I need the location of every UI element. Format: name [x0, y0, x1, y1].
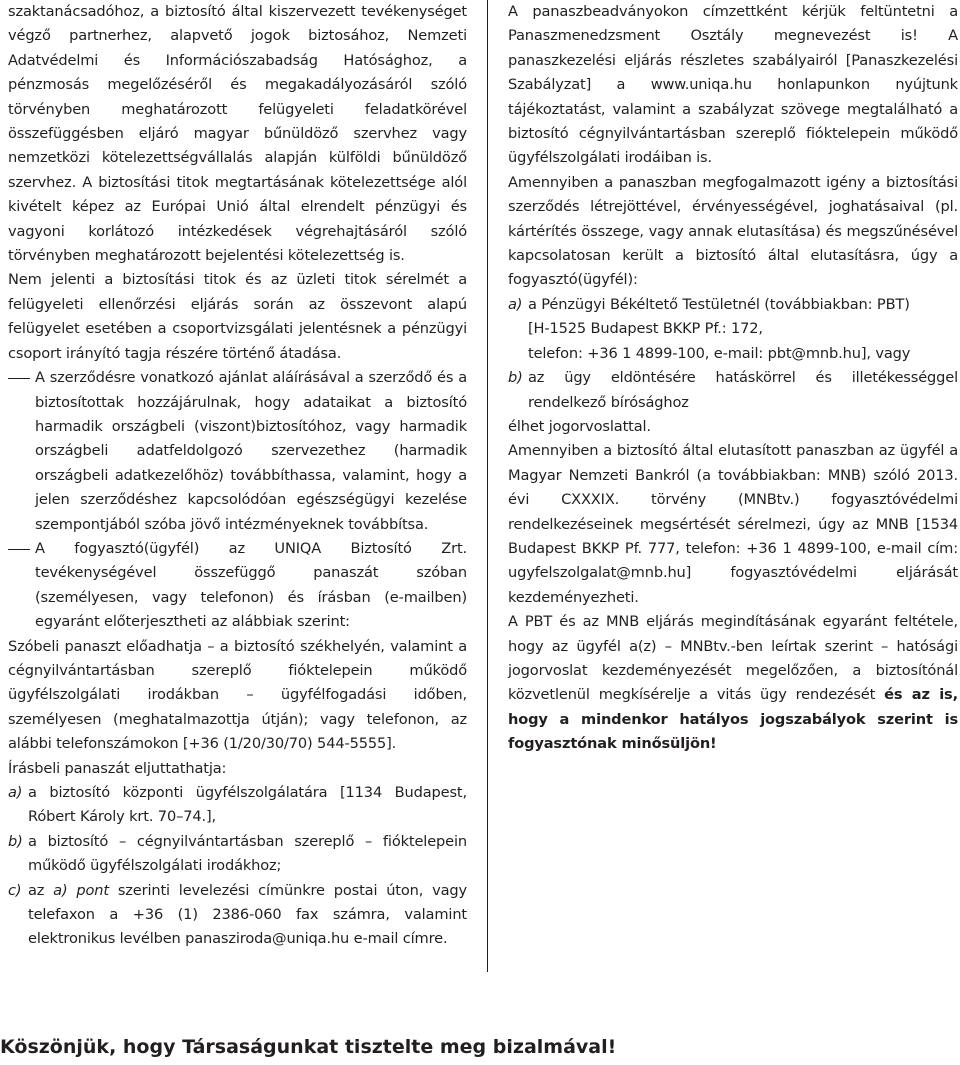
list-item-text: az	[28, 881, 54, 899]
pbt-name: a Pénzügyi Békéltető Testületnél (továbbiakban: PBT)	[528, 295, 910, 313]
list-item-text: az ügy eldöntésére hatáskörrel és illetékességgel rendelkező bírósághoz	[528, 369, 958, 411]
condition-text: A PBT és az MNB eljárás megindításának egyaránt feltétele, hogy az ügyfél a(z) – MNBtv.-ben leírtak szerint – hatósági jogorvoslat kezdeményezését megelőzően, a biztosítónál közvetlenül megkísérelje a vitás ügy rendezését	[508, 613, 958, 704]
written-option-c	[8, 879, 467, 952]
list-marker: a)	[508, 295, 523, 313]
condition-emphasis: és az is, hogy a mindenkor hatályos jogszabályok szerint is fogyasztónak minősüljön!	[508, 686, 958, 753]
list-item-text: szerinti levelezési címünkre postai úton, vagy telefaxon a +36 (1) 2386-060 fax számra, valamint elektronikus levélben panasziroda@uniqa.hu e-mail címre.	[28, 881, 467, 948]
right-column	[508, 0, 958, 757]
column-divider	[487, 0, 488, 972]
list-item-text: a biztosító – cégnyilvántartásban szereplő – fióktelepein működő ügyfélszolgálati irodákhoz;	[28, 832, 467, 875]
mnb-procedure-paragraph: Amennyiben a biztosító által elutasított panaszban az ügyfél a Magyar Nemzeti Bankról (a továbbiakban: MNB) szóló 2013. évi CXXXIX. törvény (MNBtv.) fogyasztóvédelmi rendelkezéseinek megsértését sérelmezi, úgy az MNB [1534 Budapest BKKP Pf. 777, telefon: +36 1 4899-100, e-mail cím: ugyfelszolgalat@mnb.hu] fogyasztóvédelmi eljárását kezdeményezheti.	[508, 442, 958, 606]
pbt-contact: telefon: +36 1 4899-100, e-mail: pbt@mnb.hu], vagy	[528, 344, 911, 362]
list-marker: b)	[8, 832, 23, 850]
complaint-channels-item: A fogyasztó(ügyfél) az UNIQA Biztosító Zrt. tevékenységével összefüggő panaszát szóban (személyesen, vagy telefonon) és írásban (e-mailben) egyaránt előterjesztheti az alábbiak szerint:	[8, 537, 467, 635]
data-transfer-consent-item: A szerződésre vonatkozó ajánlat aláírásával a szerződő és a biztosítottak hozzájárulnak, hogy adataikat a biztosító harmadik országbeli (viszont)biztosítóhoz, vagy harmadik országbeli adatfeldolgozó szervezethez (harmadik országbeli adatkezelőhöz) továbbíthassa, valamint, hogy a jelen szerződéshez kapcsolódóan egészségügyi kezelése szempontjából szóba jövő intézményeknek továbbítsa.	[8, 366, 467, 537]
list-marker: c)	[8, 881, 22, 899]
left-column	[8, 0, 467, 952]
remedy-option-b	[508, 366, 958, 415]
oral-complaint-paragraph: Szóbeli panaszt előadhatja – a biztosító székhelyén, valamint a cégnyilvántartásban szereplő fióktelepein működő ügyfélszolgálati irodákban – ügyfélfogadási időben, személyesen (meghatalmazottja útján); vagy telefonon, az alábbi telefonszámokon [+36 (1/20/30/70) 544-5555].	[8, 637, 467, 753]
written-complaint-intro: Írásbeli panaszát eljuttathatja:	[8, 759, 227, 777]
closing-thanks: Köszönjük, hogy Társaságunkat tisztelte meg bizalmával!	[0, 1036, 617, 1058]
complaint-addressee-paragraph: A panaszbeadványokon címzettként kérjük feltüntetni a Panaszmenedzsment Osztály megnevezést is! A panaszkezelési eljárás részletes szabályairól [Panaszkezelési Szabályzat] a www.uniqa.hu honlapunkon nyújtunk tájékoztatást, valamint a szabályzat szövege megtalálható a biztosító cégnyilvántartásban szereplő fióktelepein működő ügyfélszolgálati irodáiban is.	[508, 3, 958, 167]
written-option-a	[8, 781, 467, 830]
list-marker: b)	[508, 369, 523, 387]
group-report-paragraph: Nem jelenti a biztosítási titok és az üzleti titok sérelmét a felügyeleti ellenőrzési eljárás során az összevont alapú felügyelet esetében a csoportvizsgálati jelentésnek a pénzügyi csoport irányító tagja részére történő átadása.	[8, 271, 467, 362]
remedy-option-a	[508, 293, 958, 366]
rejected-claim-paragraph: Amennyiben a panaszban megfogalmazott igény a biztosítási szerződés létrejöttével, érvényességével, joghatásaival (pl. kártérítés összege, vagy annak elutasítása) és megszűnésével kapcsolatosan került a biztosító által elutasításra, úgy a fogyasztó(ügyfél):	[508, 173, 958, 289]
list-item-text: a biztosító központi ügyfélszolgálatára [1134 Budapest, Róbert Károly krt. 70–74.],	[28, 784, 467, 826]
procedure-condition-paragraph	[508, 610, 958, 756]
list-marker: a)	[8, 784, 23, 801]
confidentiality-exceptions-paragraph: szaktanácsadóhoz, a biztosító által kiszervezett tevékenységet végző partnerhez, alapvető jogok biztosához, Nemzeti Adatvédelmi és Információszabadság Hatósághoz, a pénzmosás megelőzéséről és megakadályozásáról szóló törvényben meghatározott felügyeleti feladatkörével összefüggésben eljáró magyar bűnüldöző szervhez vagy nemzetközi kötelezettségvállalás alapján külföldi bűnüldöző szervhez. A biztosítási titok megtartásának kötelezettsége alól kivételt képez az Európai Unió által elrendelt pénzügyi és vagyoni korlátozó intézkedések végrehajtásáról szóló törvényben meghatározott bejelentési kötelezettség is.	[8, 3, 467, 265]
written-option-b	[8, 830, 467, 879]
cross-reference: a) pont	[53, 881, 109, 899]
remedy-closing-line: élhet jogorvoslattal.	[508, 417, 651, 435]
pbt-address: [H-1525 Budapest BKKP Pf.: 172,	[528, 320, 763, 338]
